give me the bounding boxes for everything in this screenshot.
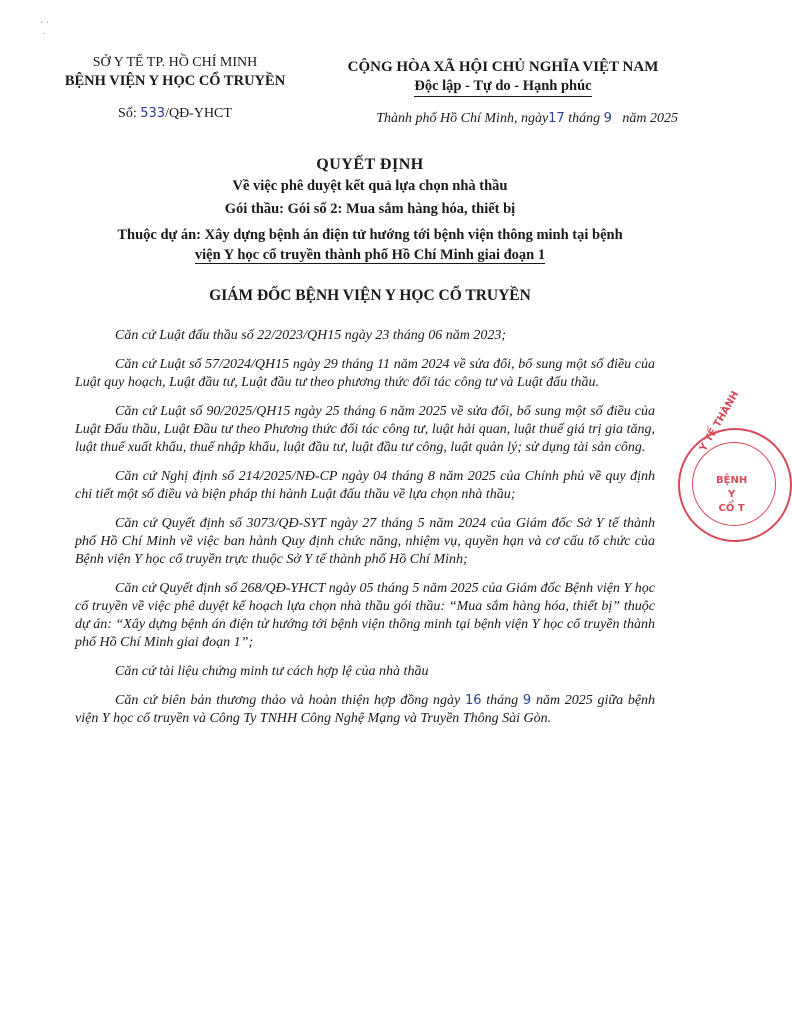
decision-title: QUYẾT ĐỊNH: [316, 156, 424, 173]
document-body: [75, 327, 655, 739]
legal-basis-paragraph: Căn cứ Luật đấu thầu số 22/2023/QH15 ngày 23 tháng 06 năm 2023;: [115, 328, 507, 343]
scan-specks: · · ·: [40, 18, 50, 40]
document-number: Số: 533/QĐ-YHCT: [118, 106, 232, 121]
handwritten-day: 17: [548, 111, 565, 126]
handwritten-month: 9: [522, 693, 532, 708]
legal-basis-paragraph: Căn cứ biên bản thương thảo và hoàn thiện hợp đồng ngày 16 tháng 9 năm 2025 giữa bệnh viện Y học cổ truyền và Công Ty TNHH Công Nghệ Mạng và Truyền Thông Sài Gòn.: [75, 693, 656, 726]
handwritten-month: 9: [603, 111, 612, 126]
legal-basis-paragraph: Căn cứ Quyết định số 268/QĐ-YHCT ngày 05 tháng 5 năm 2025 của Giám đốc Bệnh viện Y học cổ truyền về việc phê duyệt kế hoạch lựa chọn nhà thầu gói thầu: “Mua sắm hàng hóa, thiết bị” thuộc dự án: “Xây dựng bệnh án điện tử hướng tới bệnh viện thông minh tại bệnh viện Y học cổ truyền thành phố Hồ Chí Minh giai đoạn 1”;: [75, 581, 655, 650]
issuing-authority: GIÁM ĐỐC BỆNH VIỆN Y HỌC CỔ TRUYỀN: [209, 287, 531, 304]
handwritten-number: 533: [140, 106, 166, 121]
bid-package: Gói thầu: Gói số 2: Mua sắm hàng hóa, thiết bị: [224, 201, 516, 217]
legal-basis-paragraph: Căn cứ tài liệu chứng minh tư cách hợp lệ của nhà thầu: [115, 664, 429, 679]
national-header: [318, 58, 688, 127]
legal-basis-paragraph: Căn cứ Nghị định số 214/2025/NĐ-CP ngày 04 tháng 8 năm 2025 của Chính phủ về quy định chi tiết một số điều và biện pháp thi hành Luật đấu thầu về lựa chọn nhà thầu;: [75, 469, 655, 502]
seal-center-text: BỆNH Y CỔ T: [716, 475, 748, 514]
handwritten-day: 16: [464, 693, 482, 708]
issuer-header: [40, 54, 310, 122]
legal-basis-paragraph: Căn cứ Luật số 57/2024/QH15 ngày 29 tháng 11 năm 2024 về sửa đổi, bổ sung một số điều của Luật quy hoạch, Luật đầu tư, Luật đầu tư theo phương thức đối tác công tư và Luật đấu thầu.: [75, 357, 655, 390]
country-name: CỘNG HÒA XÃ HỘI CHỦ NGHĨA VIỆT NAM: [347, 59, 659, 75]
legal-basis-paragraph: Căn cứ Luật số 90/2025/QH15 ngày 25 tháng 6 năm 2025 về sửa đổi, bổ sung một số điều của Luật Đấu thầu, Luật Đầu tư theo Phương thức đối tác công tư, luật hải quan, luật thuế giá trị gia tăng, luật thuế xuất khẩu, thuế nhập khẩu, luật đầu tư, luật đầu tư công, luật quản lý; sử dụng tài sản công.: [75, 404, 655, 455]
decision-subject: Về việc phê duyệt kết quả lựa chọn nhà thầu: [232, 178, 508, 194]
legal-basis-paragraph: Căn cứ Quyết định số 3073/QĐ-SYT ngày 27 tháng 5 năm 2024 của Giám đốc Sở Y tế thành phố Hồ Chí Minh về việc ban hành Quy định chức năng, nhiệm vụ, quyền hạn và cơ cấu tổ chức của Bệnh viện Y học cổ truyền trực thuộc Sở Y tế thành phố Hồ Chí Minh;: [75, 516, 655, 567]
project-name: Thuộc dự án: Xây dựng bệnh án điện tử hướng tới bệnh viện thông minh tại bệnh viện Y học cổ truyền thành phố Hồ Chí Minh giai đoạn 1: [117, 227, 623, 263]
decision-title-block: [60, 156, 680, 305]
red-seal-stamp: [678, 389, 792, 542]
seal-arc-text: Y TẾ THÀNH: [698, 389, 742, 454]
issuer-hospital: BỆNH VIỆN Y HỌC CỔ TRUYỀN: [64, 73, 286, 89]
issue-date: Thành phố Hồ Chí Minh, ngày17 tháng 9 năm 2025: [376, 111, 678, 126]
issuer-department: SỞ Y TẾ TP. HỒ CHÍ MINH: [92, 55, 258, 70]
national-motto: Độc lập - Tự do - Hạnh phúc: [414, 77, 591, 97]
